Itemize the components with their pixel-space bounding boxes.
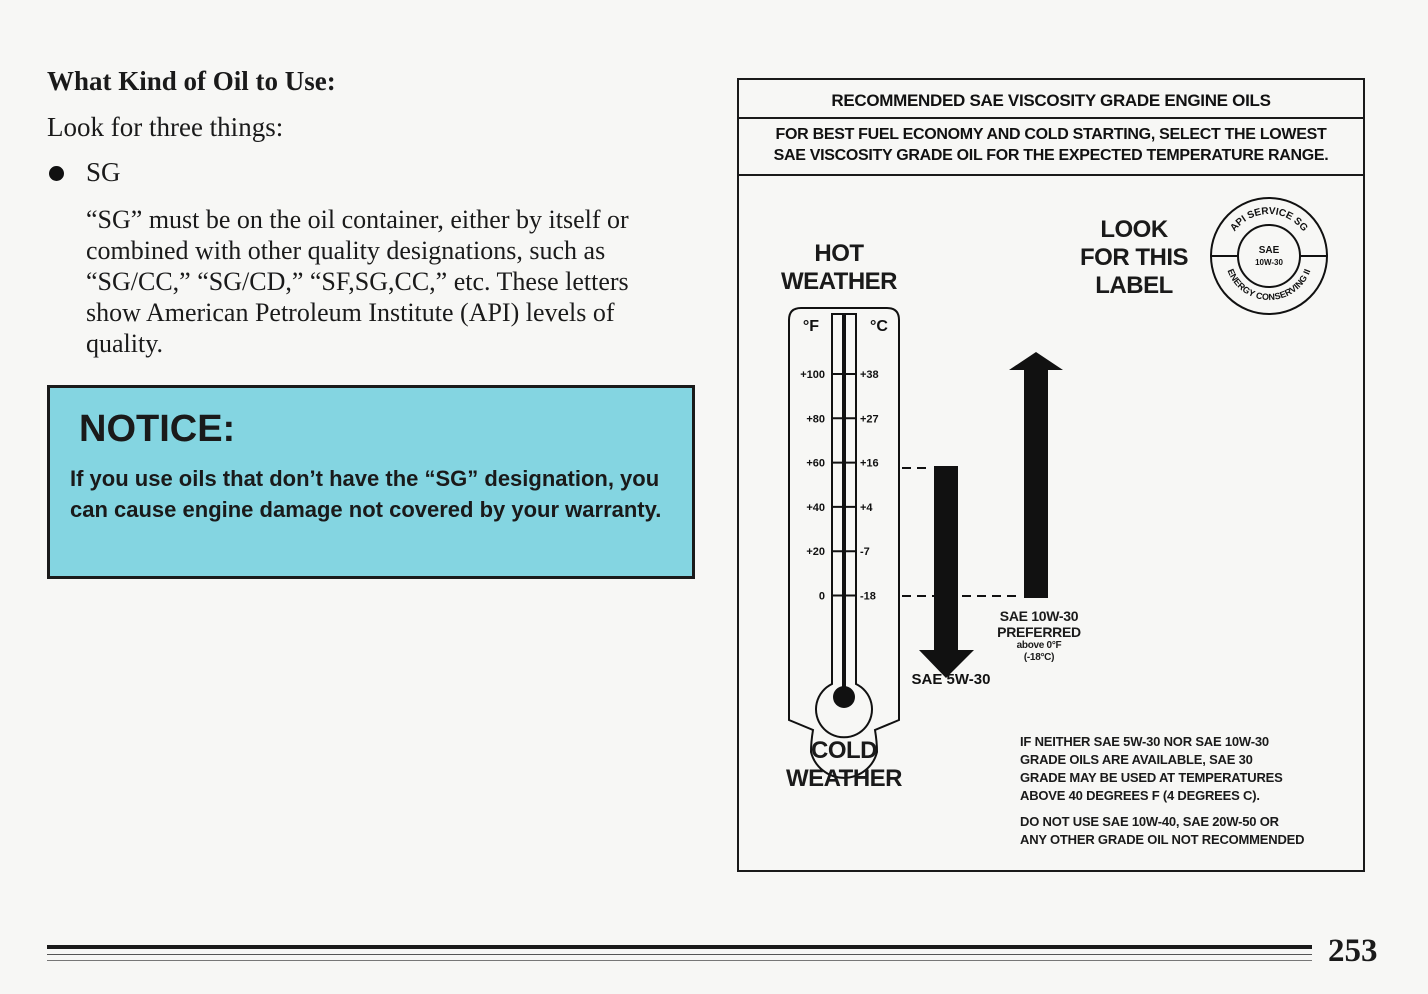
note-line: DO NOT USE SAE 10W-40, SAE 20W-50 OR <box>1020 814 1279 829</box>
page-number: 253 <box>1328 933 1378 969</box>
fahrenheit-tick-label: +80 <box>806 413 825 426</box>
chart-subtitle-line: FOR BEST FUEL ECONOMY AND COLD STARTING, SELECT THE LOWEST <box>775 126 1327 143</box>
preferred-label: PREFERRED <box>997 624 1081 640</box>
above-c-label: (-18°C) <box>1023 652 1055 663</box>
look-line: LABEL <box>1095 272 1173 299</box>
note-sae30 <box>1020 733 1350 805</box>
fahrenheit-tick-label: +20 <box>806 546 825 559</box>
note-line: ABOVE 40 DEGREES F (4 DEGREES C). <box>1020 788 1260 803</box>
look-line: FOR THIS <box>1080 244 1188 271</box>
fahrenheit-tick-label: +100 <box>800 369 825 381</box>
sae-10w30-bar <box>1024 368 1048 598</box>
notice-box <box>47 385 695 579</box>
fahrenheit-tick-label: +60 <box>806 457 825 470</box>
footer-rule <box>47 945 1312 949</box>
celsius-unit-label: °C <box>870 318 888 335</box>
hot-weather-line: HOT <box>814 240 864 267</box>
footer-rule-thin <box>47 954 1312 955</box>
bullet-icon <box>49 166 64 181</box>
intro-text: Look for three things: <box>47 112 284 142</box>
cold-weather-line: WEATHER <box>785 765 903 792</box>
thermometer-bulb <box>833 686 855 708</box>
cold-weather-line: COLD <box>811 737 877 764</box>
chart-subtitle-line: SAE VISCOSITY GRADE OIL FOR THE EXPECTED TEMPERATURE RANGE. <box>773 147 1329 164</box>
sae-10w30-arrow-head <box>1009 352 1063 370</box>
celsius-tick-label: +27 <box>860 413 879 426</box>
celsius-tick-label: -7 <box>860 546 870 559</box>
sae-10w30-label: SAE 10W-30 <box>999 608 1079 624</box>
sae-10w30-text <box>979 608 1099 664</box>
footer-rule-thin <box>47 960 1312 961</box>
chart-title: RECOMMENDED SAE VISCOSITY GRADE ENGINE OILS <box>739 84 1363 119</box>
api-label-center-sae: SAE <box>1258 245 1280 256</box>
bullet-body: “SG” must be on the oil container, either by itself or combined with other quality designations, such as “SG/CC,” “SG/CD,” “SF,SG,CC,” etc. These letters show American Petroleum Institute (API) levels of quality. <box>86 205 629 358</box>
note-line: GRADE MAY BE USED AT TEMPERATURES <box>1020 770 1283 785</box>
fahrenheit-tick-label: 0 <box>818 590 825 603</box>
celsius-tick-label: +38 <box>860 369 879 381</box>
sae-5w30-bar <box>934 466 958 650</box>
notice-title: NOTICE: <box>79 408 236 450</box>
fahrenheit-tick-label: +40 <box>806 501 825 514</box>
api-label-center-grade: 10W-30 <box>1255 258 1283 267</box>
api-label-top-text: API SERVICE SG <box>1228 205 1310 234</box>
celsius-tick-label: +16 <box>860 457 879 470</box>
section-heading: What Kind of Oil to Use: <box>47 66 336 96</box>
celsius-tick-label: -18 <box>860 590 876 603</box>
note-line: GRADE OILS ARE AVAILABLE, SAE 30 <box>1020 752 1253 767</box>
hot-weather-line: WEATHER <box>780 268 898 295</box>
note-line: IF NEITHER SAE 5W-30 NOR SAE 10W-30 <box>1020 734 1269 749</box>
bullet-label: SG <box>86 157 121 187</box>
api-label-bottom-text: ENERGY CONSERVING II <box>1225 267 1313 303</box>
cold-weather-label <box>784 737 904 793</box>
look-line: LOOK <box>1100 216 1168 243</box>
celsius-tick-label: +4 <box>860 501 873 514</box>
thermometer-mercury <box>842 314 846 690</box>
fahrenheit-unit-label: °F <box>802 318 820 335</box>
notice-text: If you use oils that don’t have the “SG” designation, you can cause engine damage not covered by your warranty. <box>70 466 662 522</box>
oil-viscosity-chart <box>737 78 1365 872</box>
above-f-label: above 0°F <box>1016 640 1062 651</box>
sae-5w30-label: SAE 5W-30 <box>911 671 991 688</box>
note-line: ANY OTHER GRADE OIL NOT RECOMMENDED <box>1020 832 1305 847</box>
note-do-not-use <box>1020 813 1350 849</box>
